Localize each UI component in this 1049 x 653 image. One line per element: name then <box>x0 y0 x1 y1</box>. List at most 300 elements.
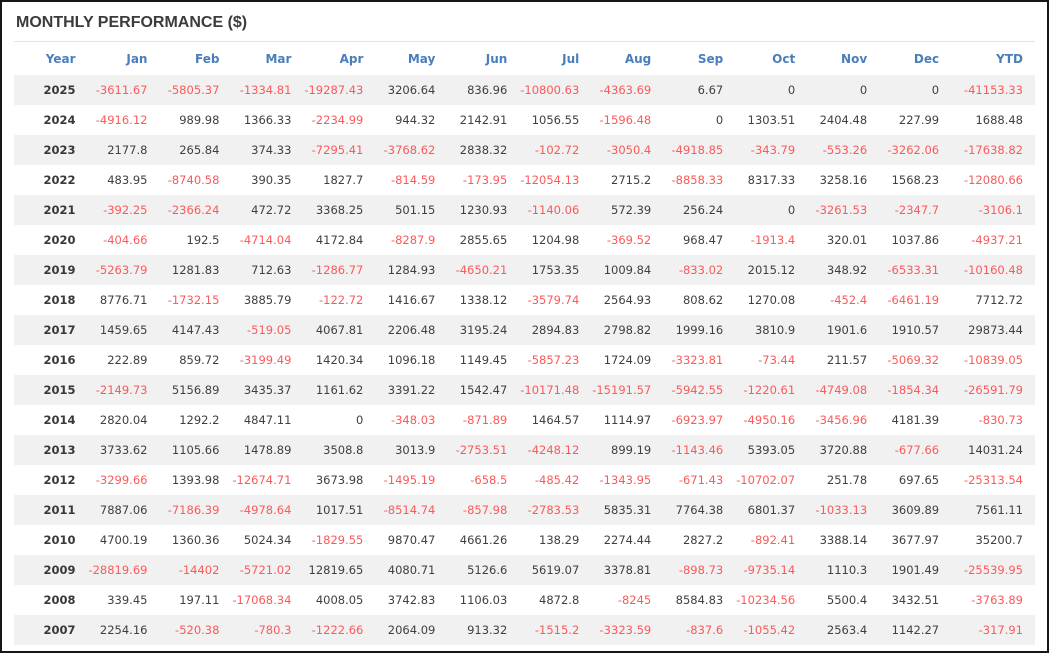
value-cell: 1459.65 <box>99 323 148 337</box>
value-cell: 8317.33 <box>747 173 796 187</box>
value-cell: -2366.24 <box>167 203 220 217</box>
value-cell: -553.26 <box>822 143 868 157</box>
value-cell: 1393.98 <box>171 473 220 487</box>
table-row <box>14 105 1035 135</box>
value-cell: -1732.15 <box>167 293 220 307</box>
year-cell: 2020 <box>43 233 76 247</box>
value-cell: 5500.4 <box>826 593 868 607</box>
column-header-jan: Jan <box>126 52 148 66</box>
column-header-oct: Oct <box>772 52 796 66</box>
value-cell: 1478.89 <box>243 443 292 457</box>
value-cell: 2404.48 <box>819 113 868 127</box>
value-cell: -814.59 <box>390 173 436 187</box>
year-cell: 2009 <box>43 563 76 577</box>
value-cell: -2149.73 <box>95 383 148 397</box>
value-cell: 1204.98 <box>531 233 580 247</box>
value-cell: 472.72 <box>251 203 292 217</box>
value-cell: 2827.2 <box>682 533 724 547</box>
value-cell: -8287.9 <box>390 233 436 247</box>
value-cell: 3609.89 <box>891 503 940 517</box>
value-cell: -17638.82 <box>963 143 1023 157</box>
value-cell: -3199.49 <box>239 353 292 367</box>
value-cell: 6801.37 <box>747 503 796 517</box>
value-cell: 3720.88 <box>819 443 868 457</box>
value-cell: 12819.65 <box>308 563 364 577</box>
value-cell: 256.24 <box>682 203 724 217</box>
column-header-jul: Jul <box>562 52 580 66</box>
value-cell: -1033.13 <box>815 503 868 517</box>
value-cell: -26591.79 <box>963 383 1023 397</box>
value-cell: 3013.9 <box>395 443 436 457</box>
value-cell: 348.92 <box>826 263 868 277</box>
value-cell: 7764.38 <box>675 503 724 517</box>
column-header-aug: Aug <box>624 52 652 66</box>
value-cell: 9870.47 <box>387 533 436 547</box>
column-header-may: May <box>407 52 436 66</box>
value-cell: 2274.44 <box>603 533 652 547</box>
value-cell: -8245 <box>617 593 652 607</box>
value-cell: -7295.41 <box>311 143 364 157</box>
value-cell: -2753.51 <box>455 443 508 457</box>
value-cell: 339.45 <box>107 593 148 607</box>
value-cell: -4950.16 <box>743 413 796 427</box>
value-cell: 3435.37 <box>243 383 292 397</box>
value-cell: -871.89 <box>462 413 508 427</box>
value-cell: 8584.83 <box>675 593 724 607</box>
value-cell: 944.32 <box>395 113 436 127</box>
value-cell: -4363.69 <box>599 83 652 97</box>
value-cell: -3456.96 <box>815 413 868 427</box>
value-cell: 1542.47 <box>459 383 508 397</box>
value-cell: -1343.95 <box>599 473 652 487</box>
value-cell: 0 <box>931 83 940 97</box>
value-cell: -3299.66 <box>95 473 148 487</box>
value-cell: 222.89 <box>107 353 148 367</box>
value-cell: 7561.11 <box>975 503 1023 517</box>
year-cell: 2017 <box>43 323 76 337</box>
monthly-performance-table <box>14 43 1035 645</box>
value-cell: -833.02 <box>678 263 724 277</box>
year-cell: 2022 <box>43 173 76 187</box>
table-row <box>14 315 1035 345</box>
value-cell: -12080.66 <box>963 173 1023 187</box>
value-cell: -369.52 <box>606 233 652 247</box>
value-cell: -7186.39 <box>167 503 220 517</box>
value-cell: 1303.51 <box>747 113 796 127</box>
table-row <box>14 525 1035 555</box>
value-cell: 5024.34 <box>243 533 292 547</box>
value-cell: 1105.66 <box>171 443 220 457</box>
value-cell: -28819.69 <box>88 563 148 577</box>
value-cell: -1143.46 <box>671 443 724 457</box>
table-row <box>14 465 1035 495</box>
value-cell: 2206.48 <box>387 323 436 337</box>
year-cell: 2016 <box>43 353 76 367</box>
value-cell: 1827.7 <box>323 173 364 187</box>
value-cell: -1829.55 <box>311 533 364 547</box>
table-row <box>14 225 1035 255</box>
value-cell: 2855.65 <box>459 233 508 247</box>
value-cell: 1366.33 <box>243 113 292 127</box>
value-cell: 4172.84 <box>315 233 364 247</box>
year-cell: 2007 <box>43 623 76 637</box>
value-cell: 859.72 <box>179 353 220 367</box>
value-cell: 1110.3 <box>826 563 868 577</box>
value-cell: 483.95 <box>107 173 148 187</box>
year-cell: 2014 <box>43 413 76 427</box>
value-cell: -5857.23 <box>527 353 580 367</box>
value-cell: 2563.4 <box>826 623 868 637</box>
value-cell: 1999.16 <box>675 323 724 337</box>
year-cell: 2021 <box>43 203 76 217</box>
value-cell: 2064.09 <box>387 623 436 637</box>
value-cell: 320.01 <box>826 233 868 247</box>
value-cell: -1334.81 <box>239 83 292 97</box>
value-cell: -14402 <box>178 563 220 577</box>
value-cell: 3885.79 <box>243 293 292 307</box>
value-cell: -15191.57 <box>592 383 652 397</box>
value-cell: 1142.27 <box>891 623 940 637</box>
value-cell: -3262.06 <box>887 143 940 157</box>
table-row <box>14 495 1035 525</box>
value-cell: -6533.31 <box>887 263 940 277</box>
value-cell: 1096.18 <box>387 353 436 367</box>
value-cell: -4916.12 <box>95 113 148 127</box>
column-header-ytd: YTD <box>996 52 1023 66</box>
value-cell: 1230.93 <box>459 203 508 217</box>
value-cell: 1753.35 <box>531 263 580 277</box>
value-cell: 4847.11 <box>243 413 292 427</box>
table-row <box>14 555 1035 585</box>
value-cell: 211.57 <box>826 353 868 367</box>
value-cell: 1149.45 <box>459 353 508 367</box>
value-cell: 1284.93 <box>387 263 436 277</box>
value-cell: 1281.83 <box>171 263 220 277</box>
value-cell: -10839.05 <box>963 353 1023 367</box>
value-cell: -892.41 <box>750 533 796 547</box>
value-cell: 1901.6 <box>826 323 868 337</box>
value-cell: 989.98 <box>179 113 220 127</box>
year-cell: 2024 <box>43 113 76 127</box>
value-cell: 1360.36 <box>171 533 220 547</box>
value-cell: 2015.12 <box>747 263 796 277</box>
value-cell: -837.6 <box>686 623 724 637</box>
value-cell: -2347.7 <box>894 203 940 217</box>
value-cell: 572.39 <box>611 203 652 217</box>
value-cell: -173.95 <box>462 173 508 187</box>
value-cell: -5805.37 <box>167 83 220 97</box>
value-cell: 14031.24 <box>968 443 1023 457</box>
value-cell: 712.63 <box>251 263 292 277</box>
table-row <box>14 165 1035 195</box>
value-cell: -12674.71 <box>232 473 292 487</box>
panel-title: MONTHLY PERFORMANCE ($) <box>14 7 1035 42</box>
value-cell: 2564.93 <box>603 293 652 307</box>
value-cell: -102.72 <box>534 143 580 157</box>
value-cell: -4937.21 <box>971 233 1023 247</box>
value-cell: -3323.59 <box>599 623 652 637</box>
value-cell: -4248.12 <box>527 443 580 457</box>
table-row <box>14 195 1035 225</box>
value-cell: 265.84 <box>179 143 220 157</box>
value-cell: -5263.79 <box>95 263 148 277</box>
value-cell: 4872.8 <box>539 593 580 607</box>
value-cell: 2715.2 <box>611 173 652 187</box>
value-cell: 1568.23 <box>891 173 940 187</box>
value-cell: 0 <box>859 83 868 97</box>
table-row <box>14 255 1035 285</box>
value-cell: -452.4 <box>830 293 868 307</box>
value-cell: -485.42 <box>534 473 580 487</box>
value-cell: 3388.14 <box>819 533 868 547</box>
value-cell: 3368.25 <box>315 203 364 217</box>
year-cell: 2023 <box>43 143 76 157</box>
value-cell: 1910.57 <box>891 323 940 337</box>
value-cell: 4067.81 <box>315 323 364 337</box>
value-cell: 3258.16 <box>819 173 868 187</box>
value-cell: 4700.19 <box>99 533 148 547</box>
value-cell: 836.96 <box>467 83 508 97</box>
value-cell: 3432.51 <box>891 593 940 607</box>
value-cell: -404.66 <box>103 233 148 247</box>
value-cell: 1464.57 <box>531 413 580 427</box>
value-cell: -1055.42 <box>743 623 796 637</box>
value-cell: 2798.82 <box>603 323 652 337</box>
value-cell: 197.11 <box>179 593 220 607</box>
table-row <box>14 585 1035 615</box>
value-cell: -4978.64 <box>239 503 292 517</box>
year-cell: 2015 <box>43 383 76 397</box>
table-row <box>14 375 1035 405</box>
value-cell: 1270.08 <box>747 293 796 307</box>
value-cell: -4918.85 <box>671 143 724 157</box>
value-cell: -4650.21 <box>455 263 508 277</box>
value-cell: 1688.48 <box>975 113 1023 127</box>
value-cell: -10160.48 <box>963 263 1023 277</box>
value-cell: 1724.09 <box>603 353 652 367</box>
value-cell: -317.91 <box>978 623 1023 637</box>
value-cell: -348.03 <box>390 413 436 427</box>
value-cell: 3673.98 <box>315 473 364 487</box>
value-cell: -6923.97 <box>671 413 724 427</box>
value-cell: 35200.7 <box>975 533 1023 547</box>
value-cell: 697.65 <box>898 473 940 487</box>
value-cell: -1854.34 <box>887 383 940 397</box>
value-cell: 5835.31 <box>603 503 652 517</box>
value-cell: -2783.53 <box>527 503 580 517</box>
value-cell: 1106.03 <box>459 593 508 607</box>
value-cell: -343.79 <box>750 143 796 157</box>
value-cell: 374.33 <box>251 143 292 157</box>
value-cell: -3611.67 <box>95 83 148 97</box>
monthly-performance-panel <box>2 2 1047 645</box>
value-cell: -519.05 <box>247 323 292 337</box>
table-row <box>14 135 1035 165</box>
value-cell: 5126.6 <box>467 563 508 577</box>
value-cell: 1901.49 <box>891 563 940 577</box>
year-cell: 2011 <box>43 503 76 517</box>
value-cell: -1140.06 <box>527 203 580 217</box>
value-cell: -2234.99 <box>311 113 364 127</box>
value-cell: 192.5 <box>186 233 220 247</box>
year-cell: 2008 <box>43 593 76 607</box>
value-cell: 913.32 <box>467 623 508 637</box>
value-cell: 501.15 <box>395 203 436 217</box>
value-cell: 390.35 <box>251 173 292 187</box>
value-cell: -73.44 <box>758 353 796 367</box>
column-header-apr: Apr <box>339 52 364 66</box>
value-cell: -25313.54 <box>963 473 1023 487</box>
value-cell: 4181.39 <box>891 413 940 427</box>
value-cell: -10234.56 <box>736 593 796 607</box>
value-cell: 3195.24 <box>459 323 508 337</box>
value-cell: 2820.04 <box>99 413 148 427</box>
value-cell: -10800.63 <box>520 83 580 97</box>
value-cell: -392.25 <box>103 203 148 217</box>
value-cell: -1222.66 <box>311 623 364 637</box>
value-cell: -3768.62 <box>383 143 436 157</box>
column-header-jun: Jun <box>485 52 508 66</box>
value-cell: 138.29 <box>539 533 580 547</box>
value-cell: -5721.02 <box>239 563 292 577</box>
value-cell: 0 <box>356 413 364 427</box>
value-cell: -898.73 <box>678 563 724 577</box>
value-cell: 5156.89 <box>171 383 220 397</box>
value-cell: 899.19 <box>611 443 652 457</box>
value-cell: -6461.19 <box>887 293 940 307</box>
value-cell: -671.43 <box>678 473 724 487</box>
value-cell: 4008.05 <box>315 593 364 607</box>
value-cell: -3261.53 <box>815 203 868 217</box>
value-cell: -677.66 <box>894 443 940 457</box>
value-cell: 2894.83 <box>531 323 580 337</box>
value-cell: -8858.33 <box>671 173 724 187</box>
value-cell: 2142.91 <box>459 113 508 127</box>
value-cell: -1596.48 <box>599 113 652 127</box>
value-cell: 251.78 <box>826 473 868 487</box>
table-row <box>14 75 1035 105</box>
value-cell: 1037.86 <box>891 233 940 247</box>
value-cell: 7887.06 <box>99 503 148 517</box>
value-cell: 1161.62 <box>315 383 364 397</box>
column-header-mar: Mar <box>265 52 292 66</box>
value-cell: -4714.04 <box>239 233 292 247</box>
value-cell: -3050.4 <box>606 143 652 157</box>
value-cell: -3579.74 <box>527 293 580 307</box>
value-cell: 808.62 <box>682 293 724 307</box>
value-cell: 2254.16 <box>99 623 148 637</box>
value-cell: 5393.05 <box>747 443 796 457</box>
table-row <box>14 435 1035 465</box>
year-cell: 2013 <box>43 443 76 457</box>
value-cell: 1292.2 <box>179 413 220 427</box>
value-cell: 3742.83 <box>387 593 436 607</box>
value-cell: 1338.12 <box>459 293 508 307</box>
year-cell: 2019 <box>43 263 76 277</box>
table-row <box>14 405 1035 435</box>
value-cell: 3733.62 <box>99 443 148 457</box>
value-cell: 1420.34 <box>315 353 364 367</box>
value-cell: -1495.19 <box>383 473 436 487</box>
column-header-sep: Sep <box>697 52 724 66</box>
value-cell: -857.98 <box>462 503 508 517</box>
value-cell: 1416.67 <box>387 293 436 307</box>
value-cell: 5619.07 <box>531 563 580 577</box>
value-cell: 3206.64 <box>387 83 436 97</box>
value-cell: 1017.51 <box>315 503 364 517</box>
value-cell: -780.3 <box>254 623 292 637</box>
value-cell: -3763.89 <box>971 593 1023 607</box>
value-cell: 1056.55 <box>531 113 580 127</box>
table-row <box>14 615 1035 645</box>
value-cell: -3106.1 <box>978 203 1023 217</box>
value-cell: -1220.61 <box>743 383 796 397</box>
value-cell: 0 <box>715 113 724 127</box>
table-row <box>14 285 1035 315</box>
value-cell: -9735.14 <box>743 563 796 577</box>
value-cell: 0 <box>787 83 796 97</box>
value-cell: 1009.84 <box>603 263 652 277</box>
year-cell: 2010 <box>43 533 76 547</box>
value-cell: -830.73 <box>978 413 1023 427</box>
value-cell: -658.5 <box>470 473 508 487</box>
value-cell: 8776.71 <box>99 293 148 307</box>
value-cell: -19287.43 <box>304 83 364 97</box>
value-cell: -5942.55 <box>671 383 724 397</box>
value-cell: 968.47 <box>682 233 724 247</box>
value-cell: -17068.34 <box>232 593 292 607</box>
value-cell: 3810.9 <box>754 323 796 337</box>
column-header-nov: Nov <box>841 52 868 66</box>
value-cell: 4147.43 <box>171 323 220 337</box>
value-cell: -1515.2 <box>534 623 580 637</box>
value-cell: -1913.4 <box>750 233 796 247</box>
value-cell: 227.99 <box>898 113 940 127</box>
value-cell: 7712.72 <box>975 293 1023 307</box>
column-header-year: Year <box>45 52 76 66</box>
table-header-row <box>14 43 1035 75</box>
value-cell: 2177.8 <box>107 143 148 157</box>
table-row <box>14 345 1035 375</box>
value-cell: 1114.97 <box>603 413 652 427</box>
value-cell: -122.72 <box>318 293 364 307</box>
value-cell: -5069.32 <box>887 353 940 367</box>
value-cell: 29873.44 <box>968 323 1023 337</box>
value-cell: -41153.33 <box>963 83 1023 97</box>
value-cell: 3378.81 <box>603 563 652 577</box>
value-cell: 2838.32 <box>459 143 508 157</box>
value-cell: 0 <box>787 203 796 217</box>
value-cell: -520.38 <box>175 623 220 637</box>
value-cell: 3391.22 <box>387 383 436 397</box>
value-cell: 4661.26 <box>459 533 508 547</box>
value-cell: -4749.08 <box>815 383 868 397</box>
value-cell: -1286.77 <box>311 263 364 277</box>
year-cell: 2025 <box>43 83 76 97</box>
value-cell: -25539.95 <box>963 563 1023 577</box>
value-cell: -10171.48 <box>520 383 580 397</box>
value-cell: -12054.13 <box>520 173 580 187</box>
value-cell: 3508.8 <box>323 443 364 457</box>
value-cell: -8514.74 <box>383 503 436 517</box>
year-cell: 2018 <box>43 293 76 307</box>
year-cell: 2012 <box>43 473 76 487</box>
value-cell: -8740.58 <box>167 173 220 187</box>
value-cell: 4080.71 <box>387 563 436 577</box>
value-cell: -3323.81 <box>671 353 724 367</box>
value-cell: 3677.97 <box>891 533 940 547</box>
value-cell: 6.67 <box>697 83 724 97</box>
